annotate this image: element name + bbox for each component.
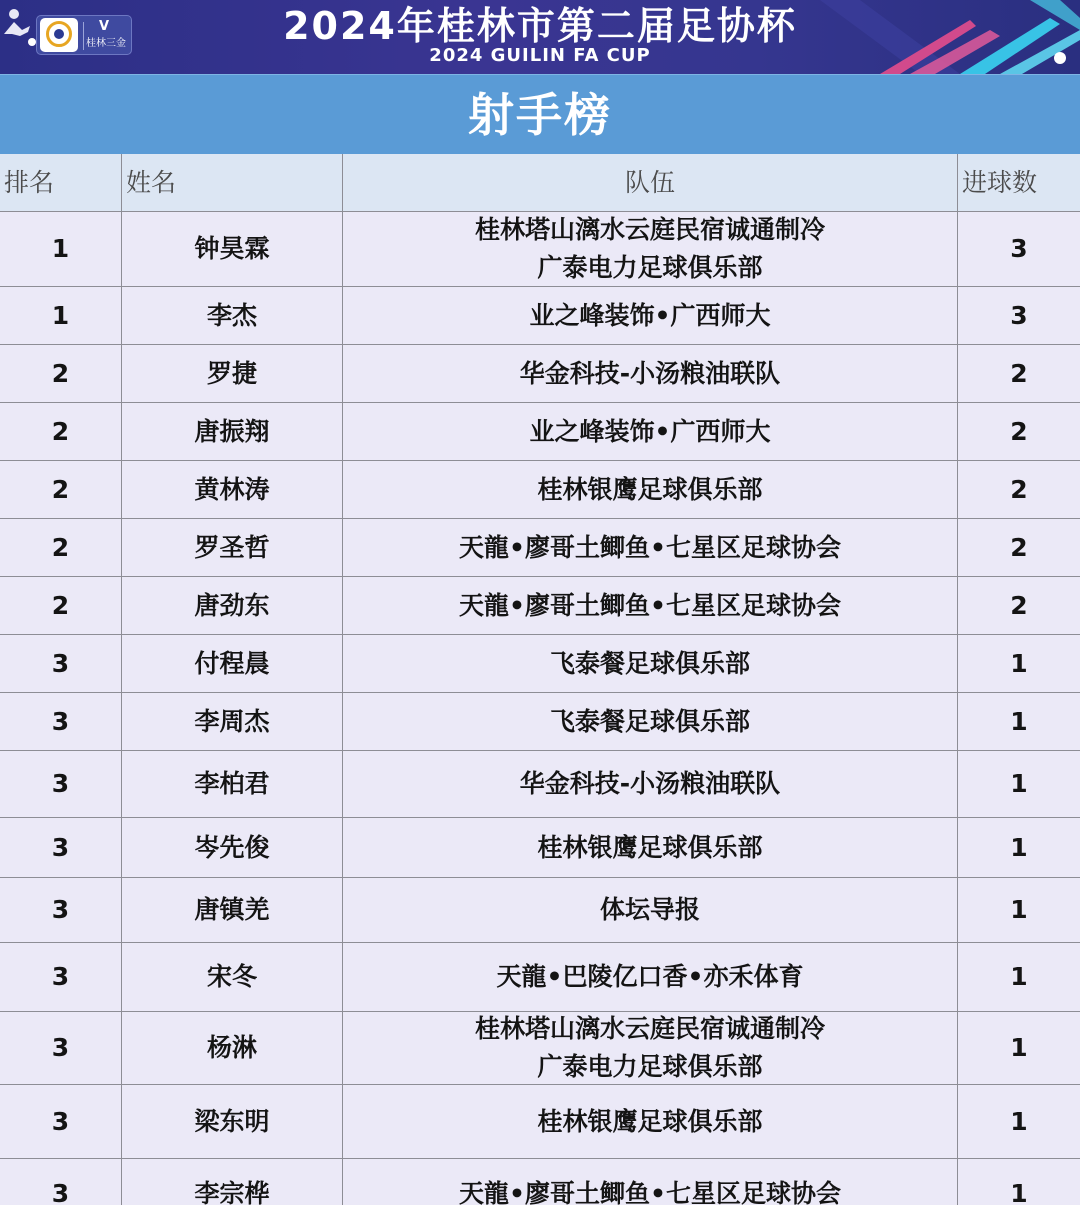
team-cell [343,461,958,518]
team-cell [343,751,958,817]
team-name-line: 天龍•廖哥土鲫鱼•七星区足球协会 [459,590,841,620]
goals-cell: 1 [1010,1178,1028,1205]
goals-cell: 1 [1010,1106,1028,1136]
goals-cell: 3 [1010,300,1028,330]
team-cell [343,212,958,286]
player-name-cell: 付程晨 [122,635,343,692]
table-row [0,1085,1080,1159]
team-cell [343,943,958,1011]
table-row [0,693,1080,751]
player-name-cell: 李宗桦 [122,1159,343,1205]
table-body [0,212,1080,1205]
team-name-line: 桂林银鹰足球俱乐部 [537,474,763,504]
goals-cell: 2 [1010,590,1028,620]
player-name-cell: 岑先俊 [122,818,343,877]
table-row [0,943,1080,1012]
table-row [0,403,1080,461]
team-name-line: 桂林塔山漓水云庭民宿诚通制冷 [474,215,825,244]
goals-cell: 2 [1010,474,1028,504]
player-name-cell: 唐劲东 [122,577,343,634]
team-name-line: 桂林银鹰足球俱乐部 [537,832,763,862]
rank-cell: 2 [0,577,122,634]
goals-cell: 1 [1010,706,1028,736]
rank-cell: 3 [0,1012,122,1084]
table-row [0,461,1080,519]
rank-cell: 2 [0,461,122,518]
player-name-cell: 宋冬 [122,943,343,1011]
team-cell [343,403,958,460]
player-name-cell: 梁东明 [122,1085,343,1158]
rank-cell: 3 [0,751,122,817]
sponsor-name: 桂林三金 [86,38,126,49]
table-row [0,1159,1080,1205]
table-row [0,212,1080,287]
event-banner [0,0,1080,74]
team-name-line: 体坛导报 [599,895,700,924]
rank-cell: 3 [0,1085,122,1158]
top-scorers-table [0,154,1080,1205]
banner-subtitle: 2024 GUILIN FA CUP [429,45,651,66]
team-name-line: 华金科技-小汤粮油联队 [519,358,781,388]
rank-cell: 2 [0,519,122,576]
team-name-line: 广泰电力足球俱乐部 [537,1052,763,1081]
team-cell [343,345,958,402]
goals-cell: 3 [1010,234,1028,263]
player-name-cell: 唐镇羌 [122,878,343,942]
player-name-cell: 李杰 [122,287,343,344]
team-name-line: 华金科技-小汤粮油联队 [519,769,781,798]
team-name-line: 桂林银鹰足球俱乐部 [537,1106,763,1136]
team-name-line: 广泰电力足球俱乐部 [537,253,763,282]
table-header-row [0,154,1080,212]
banner-title: 2024年桂林市第二届足协杯 [283,4,797,48]
goals-cell: 1 [1010,1033,1028,1062]
goals-cell: 1 [1010,895,1028,924]
team-cell [343,693,958,750]
team-name-line: 飞泰餐足球俱乐部 [549,706,750,736]
table-row [0,345,1080,403]
player-name-cell: 黄林涛 [122,461,343,518]
rank-cell: 1 [0,287,122,344]
column-header-name: 姓名 [122,154,343,211]
rank-cell: 3 [0,1159,122,1205]
rank-cell: 2 [0,403,122,460]
goals-cell: 1 [1010,769,1028,798]
team-cell [343,519,958,576]
rank-cell: 3 [0,635,122,692]
player-name-cell: 杨淋 [122,1012,343,1084]
table-row [0,818,1080,878]
table-row [0,577,1080,635]
table-row [0,635,1080,693]
team-name-line: 天龍•巴陵亿口香•亦禾体育 [496,962,804,991]
player-name-cell: 李周杰 [122,693,343,750]
scorers-section-header [0,74,1080,154]
goals-cell: 2 [1010,358,1028,388]
goals-cell: 1 [1010,832,1028,862]
player-name-cell: 罗捷 [122,345,343,402]
rank-cell: 1 [0,212,122,286]
team-name-line: 飞泰餐足球俱乐部 [549,648,750,678]
table-row [0,519,1080,577]
goals-cell: 1 [1010,648,1028,678]
rank-cell: 3 [0,878,122,942]
column-header-team: 队伍 [343,154,958,211]
player-name-cell: 唐振翔 [122,403,343,460]
rank-cell: 3 [0,818,122,877]
decorative-stripes [760,0,1080,74]
table-row [0,878,1080,943]
team-name-line: 业之峰装饰•广西师大 [529,416,771,446]
team-cell [343,878,958,942]
team-name-line: 业之峰装饰•广西师大 [529,300,771,330]
team-cell [343,1085,958,1158]
team-cell [343,635,958,692]
team-name-line: 天龍•廖哥土鲫鱼•七星区足球协会 [459,532,841,562]
team-name-line: 天龍•廖哥土鲫鱼•七星区足球协会 [459,1178,841,1205]
column-header-rank: 排名 [0,154,122,211]
rank-cell: 2 [0,345,122,402]
team-cell [343,577,958,634]
table-row [0,751,1080,818]
player-name-cell: 李柏君 [122,751,343,817]
team-cell [343,1012,958,1084]
goals-cell: 1 [1010,962,1028,991]
player-name-cell: 罗圣哲 [122,519,343,576]
goals-cell: 2 [1010,416,1028,446]
column-header-goals: 进球数 [962,167,1038,197]
sanjin-logo-icon: V [99,19,110,34]
goals-cell: 2 [1010,532,1028,562]
player-name-cell: 钟昊霖 [122,212,343,286]
team-name-line: 桂林塔山漓水云庭民宿诚通制冷 [474,1014,825,1043]
table-row [0,287,1080,345]
team-cell [343,287,958,344]
team-cell [343,818,958,877]
table-row [0,1012,1080,1085]
rank-cell: 3 [0,943,122,1011]
team-cell [343,1159,958,1205]
section-title: 射手榜 [468,88,612,142]
rank-cell: 3 [0,693,122,750]
